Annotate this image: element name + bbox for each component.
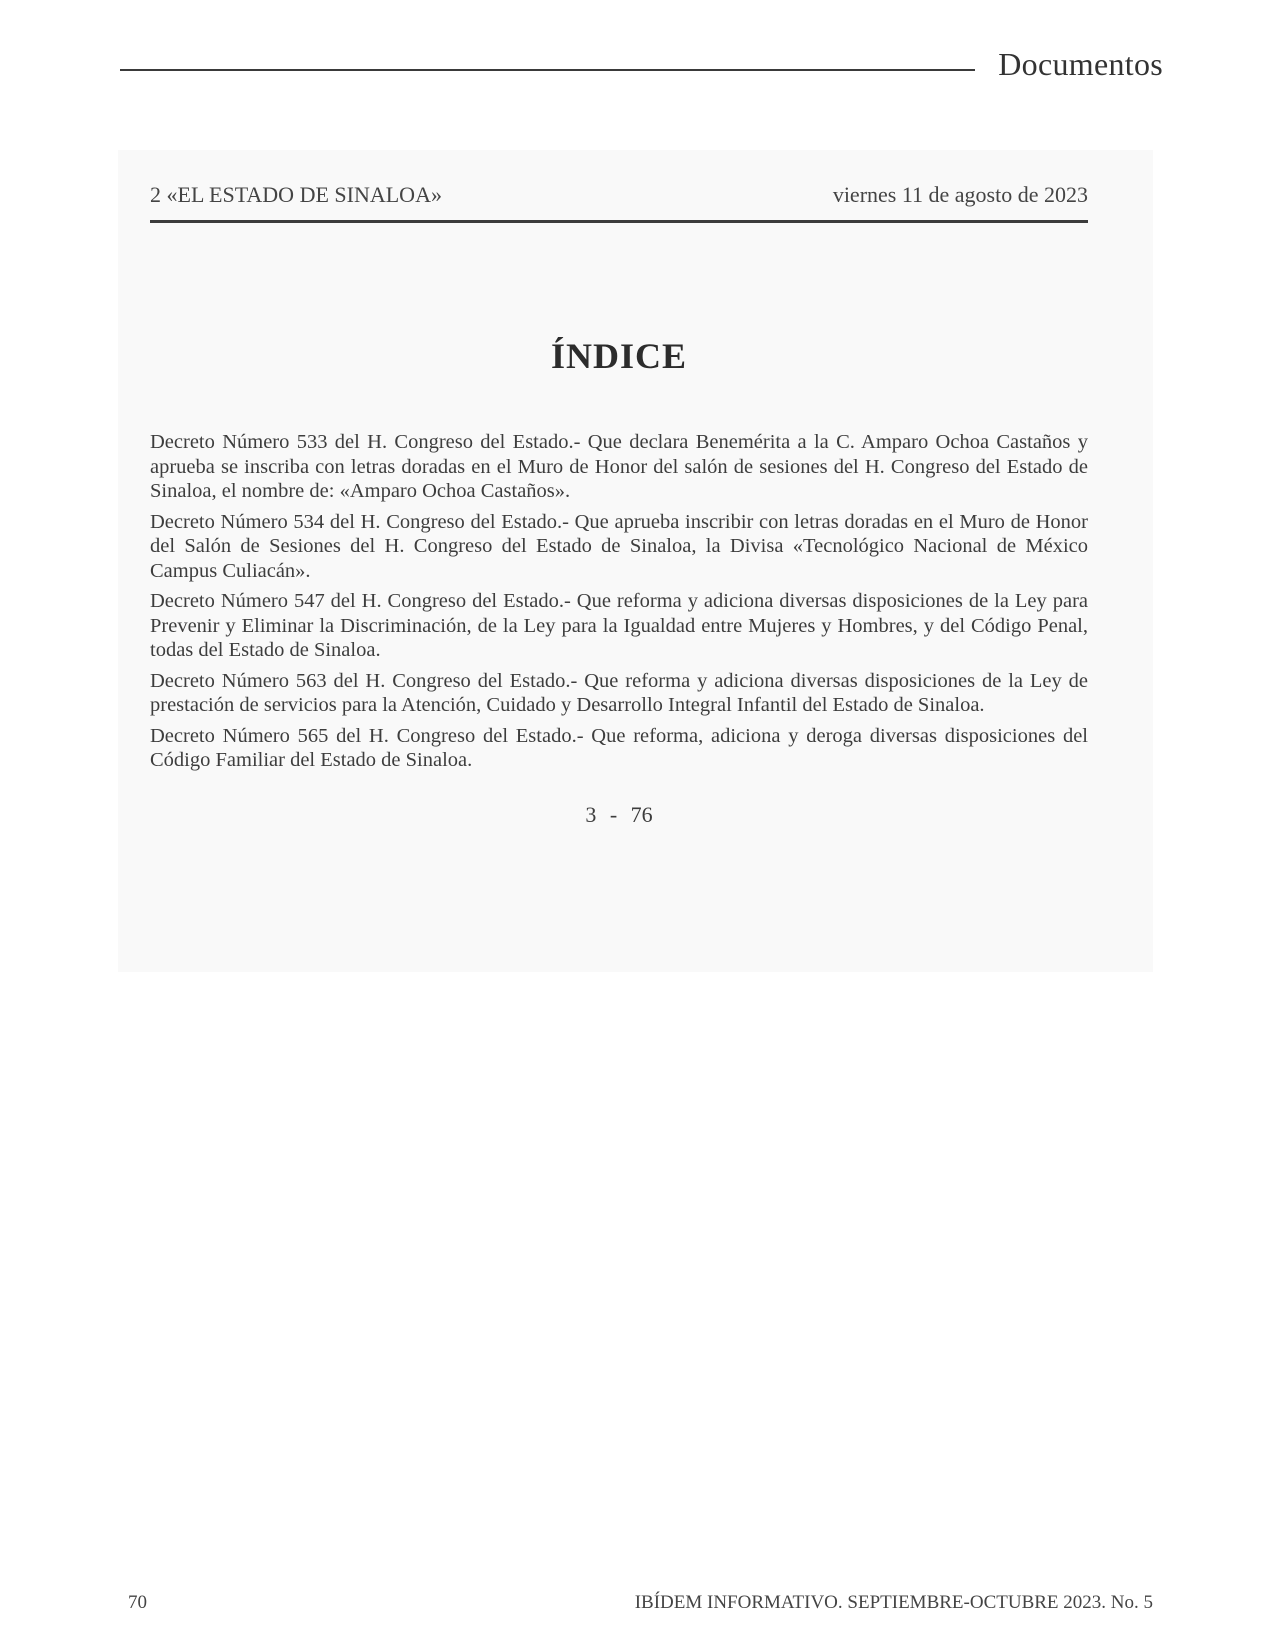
index-page-range: 3 - 76 bbox=[585, 802, 653, 827]
index-title: ÍNDICE bbox=[550, 336, 688, 376]
section-title: Documentos bbox=[998, 46, 1163, 82]
gazette-header-rule bbox=[150, 220, 1088, 223]
index-entry: Decreto Número 533 del H. Congreso del Estado.- Que declara Benemérita a la C. Amparo Ochoa Castaños y aprueba se inscriba con letras doradas en el Muro de Honor del salón de sesiones del H. Congreso del Estado de Sinaloa, el nombre de: «Amparo Ochoa Castaños». bbox=[150, 431, 1088, 502]
gazette-header bbox=[150, 182, 1088, 208]
publication-footer: IBÍDEM INFORMATIVO. SEPTIEMBRE-OCTUBRE 2023. No. 5 bbox=[634, 1592, 1153, 1613]
index-entry: Decreto Número 563 del H. Congreso del Estado.- Que reforma y adiciona diversas disposiciones de la Ley de prestación de servicios para la Atención, Cuidado y Desarrollo Integral Infantil del Estado de Sinaloa. bbox=[150, 669, 1088, 716]
scanned-page-image bbox=[118, 150, 1153, 972]
gazette-page-and-name: 2 «EL ESTADO DE SINALOA» bbox=[150, 182, 442, 207]
index-entry: Decreto Número 534 del H. Congreso del Estado.- Que aprueba inscribir con letras doradas en el Muro de Honor del Salón de Sesiones del H. Congreso del Estado de Sinaloa, la Divisa «Tecnológico Nacional de México Campus Culiacán». bbox=[150, 510, 1088, 582]
index-entry: Decreto Número 547 del H. Congreso del Estado.- Que reforma y adiciona diversas disposiciones de la Ley para Prevenir y Eliminar la Discriminación, de la Ley para la Igualdad entre Mujeres y Hombres, y del Código Penal, todas del Estado de Sinaloa. bbox=[150, 590, 1088, 661]
index-entry: Decreto Número 565 del H. Congreso del Estado.- Que reforma, adiciona y deroga diversas disposiciones del Código Familiar del Estado de Sinaloa. bbox=[150, 724, 1088, 771]
gazette-date: viernes 11 de agosto de 2023 bbox=[832, 182, 1088, 207]
page-number: 70 bbox=[128, 1592, 147, 1613]
header-rule bbox=[120, 69, 975, 71]
index-entries bbox=[150, 430, 1088, 779]
